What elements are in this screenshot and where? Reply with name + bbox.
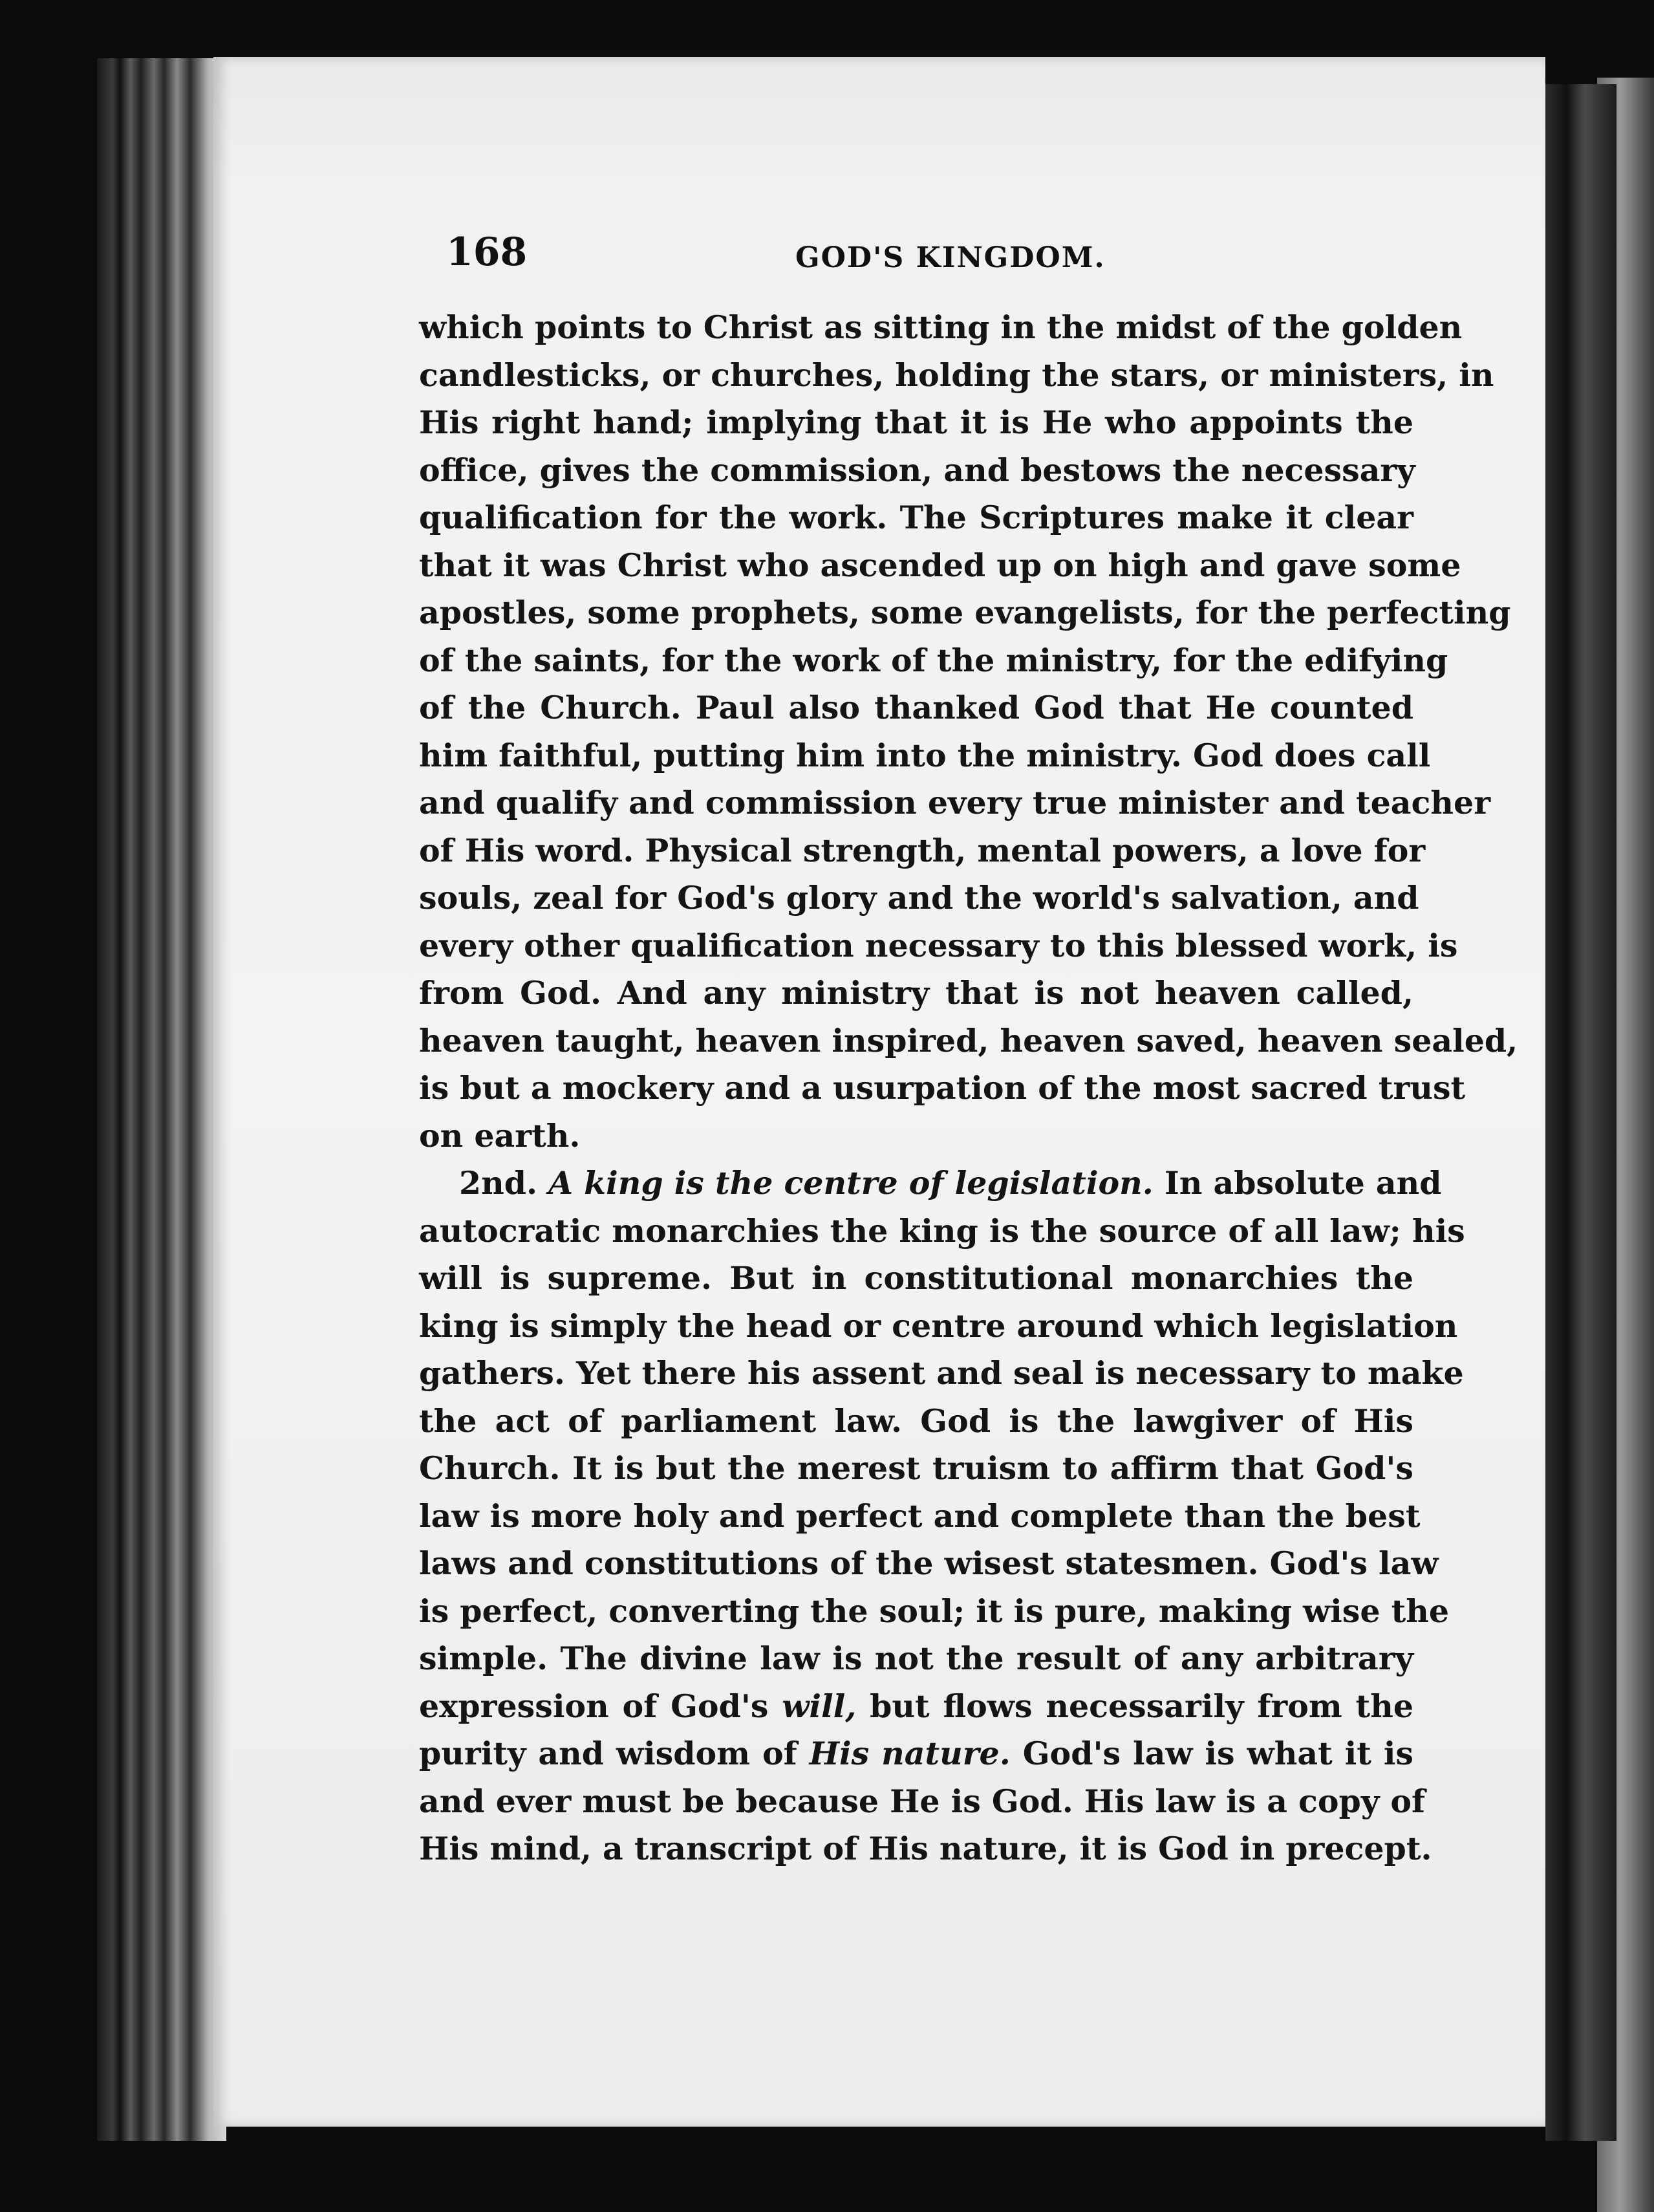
text-line xyxy=(419,1730,1413,1778)
paragraph-number: 2nd. xyxy=(459,1164,538,1202)
text-line: Church. It is but the merest truism to affirm that God's xyxy=(419,1449,1413,1487)
text-line: apostles, some prophets, some evangelists, for the perfecting xyxy=(419,594,1511,631)
text-line: law is more holy and perfect and complete than the best xyxy=(419,1497,1421,1535)
text-line xyxy=(419,1160,1442,1208)
text-run: God's law is what it is xyxy=(1022,1735,1414,1772)
text-line: of the Church. Paul also thanked God that He counted xyxy=(419,689,1413,726)
text-run: but flows necessarily from the xyxy=(870,1687,1413,1725)
page-header xyxy=(446,230,1442,281)
text-line: the act of parliament law. God is the lawgiver of His xyxy=(419,1402,1413,1440)
text-line: every other qualification necessary to this blessed work, is xyxy=(419,926,1458,964)
text-run: In absolute and xyxy=(1164,1164,1442,1202)
text-line: which points to Christ as sitting in the midst of the golden xyxy=(419,309,1463,346)
italic-word: will, xyxy=(782,1687,857,1725)
text-line: His right hand; implying that it is He who appoints the xyxy=(419,404,1413,441)
text-line: is perfect, converting the soul; it is pure, making wise the xyxy=(419,1592,1450,1630)
text-line: will is supreme. But in constitutional monarchies the xyxy=(419,1259,1413,1297)
text-line: autocratic monarchies the king is the source of all law; his xyxy=(419,1211,1465,1250)
text-line: laws and constitutions of the wisest statesmen. God's law xyxy=(419,1545,1439,1582)
text-run: expression of God's xyxy=(419,1687,769,1725)
text-line: His mind, a transcript of His nature, it is God in precept. xyxy=(419,1830,1432,1867)
text-line: heaven taught, heaven inspired, heaven saved, heaven sealed, xyxy=(419,1021,1518,1059)
text-line: that it was Christ who ascended up on high and gave some xyxy=(419,546,1461,584)
text-line: qualification for the work. The Scriptures make it clear xyxy=(419,499,1413,536)
text-line: from God. And any ministry that is not heaven called, xyxy=(419,974,1413,1012)
text-line: on earth. xyxy=(419,1116,581,1155)
text-line: souls, zeal for God's glory and the world's salvation, and xyxy=(419,879,1419,916)
text-line: of His word. Physical strength, mental powers, a love for xyxy=(419,831,1426,869)
paragraph-1 xyxy=(419,304,1518,1160)
text-line: is but a mockery and a usurpation of the most sacred trust xyxy=(419,1069,1466,1107)
text-run: purity and wisdom of xyxy=(419,1735,797,1772)
text-line: candlesticks, or churches, holding the stars, or ministers, in xyxy=(419,356,1494,394)
page-body xyxy=(419,304,1518,1873)
text-line: of the saints, for the work of the ministry, for the edifying xyxy=(419,641,1448,679)
text-line xyxy=(419,1683,1413,1731)
text-line: and qualify and commission every true minister and teacher xyxy=(419,784,1491,821)
page-number: 168 xyxy=(446,230,528,275)
left-page-stack xyxy=(97,58,226,2141)
text-line: king is simply the head or centre around which legislation xyxy=(419,1307,1458,1345)
text-line: and ever must be because He is God. His law is a copy of xyxy=(419,1782,1426,1820)
text-line: gathers. Yet there his assent and seal is necessary to make xyxy=(419,1354,1464,1392)
text-line: office, gives the commission, and bestows the necessary xyxy=(419,451,1415,489)
italic-phrase: His nature. xyxy=(809,1735,1011,1772)
right-page-edge xyxy=(1545,84,1616,2141)
italic-heading: A king is the centre of legislation. xyxy=(548,1164,1154,1202)
text-line: simple. The divine law is not the result of any arbitrary xyxy=(419,1640,1413,1677)
running-title: GOD'S KINGDOM. xyxy=(795,241,1106,274)
paragraph-2 xyxy=(419,1160,1465,1873)
text-line: him faithful, putting him into the ministry. God does call xyxy=(419,736,1431,774)
